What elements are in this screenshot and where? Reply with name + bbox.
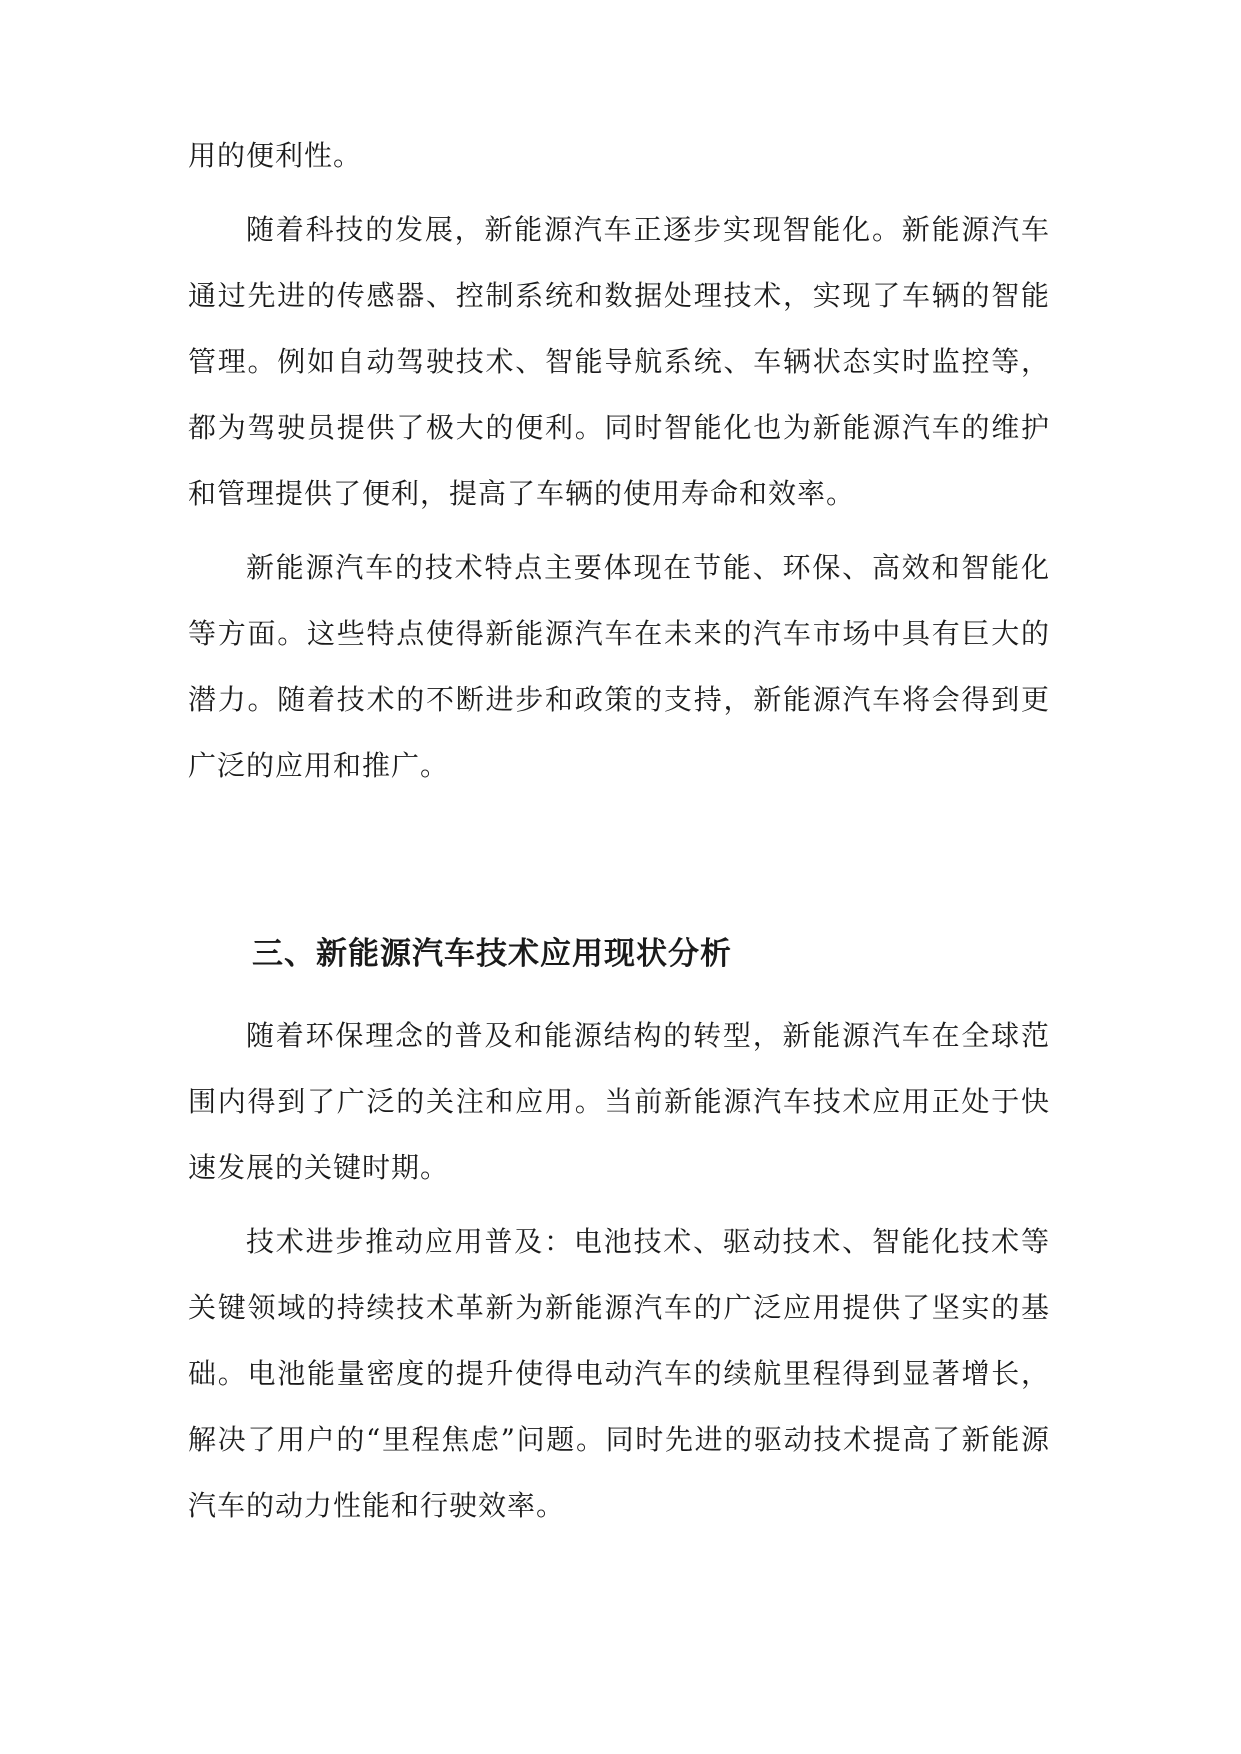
top-text-section (188, 123, 1050, 799)
paragraph-tech-progress: 技术进步推动应用普及：电池技术、驱动技术、智能化技术等关键领域的持续技术革新为新能源汽车的广泛应用提供了坚实的基础。电池能量密度的提升使得电动汽车的续航里程得到显著增长，解决了用户的“里程焦虑”问题。同时先进的驱动技术提高了新能源汽车的动力性能和行驶效率。 (188, 1225, 1050, 1522)
paragraph-intelligence: 随着科技的发展，新能源汽车正逐步实现智能化。新能源汽车通过先进的传感器、控制系统和数据处理技术，实现了车辆的智能管理。例如自动驾驶技术、智能导航系统、车辆状态实时监控等，都为驾驶员提供了极大的便利。同时智能化也为新能源汽车的维护和管理提供了便利，提高了车辆的使用寿命和效率。 (188, 213, 1050, 510)
paragraph-current-status: 随着环保理念的普及和能源结构的转型，新能源汽车在全球范围内得到了广泛的关注和应用。当前新能源汽车技术应用正处于快速发展的关键时期。 (188, 1019, 1050, 1184)
section-heading: 三、新能源汽车技术应用现状分析 (252, 936, 732, 972)
paragraph-tech-features: 新能源汽车的技术特点主要体现在节能、环保、高效和智能化等方面。这些特点使得新能源汽车在未来的汽车市场中具有巨大的潜力。随着技术的不断进步和政策的支持，新能源汽车将会得到更广泛的应用和推广。 (188, 551, 1050, 782)
paragraph-continuation: 用的便利性。 (188, 139, 363, 172)
bottom-text-section (188, 1003, 1050, 1539)
